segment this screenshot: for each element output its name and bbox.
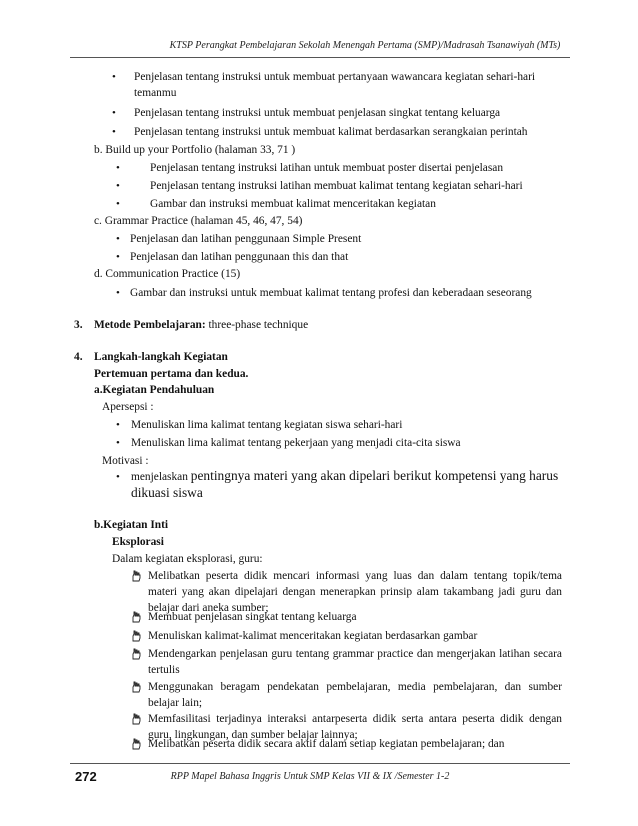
metode-label: Metode Pembelajaran: [94,319,206,331]
langkah-title: Langkah-langkah Kegiatan [94,351,228,363]
motivasi-label: Motivasi : [102,455,149,467]
list-item: Menuliskan lima kalimat tentang kegiatan siswa sehari-hari [131,419,403,431]
section-number: 4. [74,351,83,363]
pointing-hand-icon [131,570,142,582]
page-footer: RPP Mapel Bahasa Inggris Untuk SMP Kelas VII & IX /Semester 1-2 [170,771,450,782]
eksplorasi-item: Menggunakan beragam pendekatan pembelajaran, media pembelajaran, dan sumber [148,681,562,693]
eksplorasi-item-continuation: materi yang akan dipelajari dengan menerapkan prinsip alam takambang jadi guru dan [148,586,562,598]
eksplorasi-item: Menuliskan kalimat-kalimat menceritakan kegiatan berdasarkan gambar [148,630,478,642]
list-item: Penjelasan tentang instruksi untuk membuat kalimat berdasarkan serangkaian perintah [134,126,528,138]
bullet-icon: • [116,162,120,174]
pointing-hand-icon [131,630,142,642]
motivasi-small-text: menjelaskan [131,471,191,483]
bullet-icon: • [116,287,120,299]
section-d-heading: d. Communication Practice (15) [94,268,241,280]
page-header: KTSP Perangkat Pembelajaran Sekolah Menengah Pertama (SMP)/Madrasah Tsanawiyah (MTs) [169,40,561,51]
eksplorasi-item: Melibatkan peserta didik mencari informasi yang luas dan dalam tentang topik/tema [148,570,562,582]
list-item: Penjelasan tentang instruksi untuk membuat pertanyaan wawancara kegiatan sehari-hari [134,71,536,83]
list-item: Penjelasan tentang instruksi untuk membuat penjelasan singkat tentang keluarga [134,107,501,119]
pointing-hand-icon [131,713,142,725]
eksplorasi-intro: Dalam kegiatan eksplorasi, guru: [112,553,263,565]
section-c-heading: c. Grammar Practice (halaman 45, 46, 47, 54) [94,215,303,227]
list-item: Gambar dan instruksi membuat kalimat menceritakan kegiatan [150,198,436,210]
eksplorasi-item: Mendengarkan penjelasan guru tentang grammar practice dan mengerjakan latihan secara [148,648,562,660]
bullet-icon: • [116,251,120,263]
list-item: Gambar dan instruksi untuk membuat kalimat tentang profesi dan keberadaan seseorang [130,287,532,299]
pointing-hand-icon [131,648,142,660]
list-item: Penjelasan dan latihan penggunaan Simple Present [130,233,362,245]
bullet-icon: • [116,437,120,449]
list-item-continuation: temanmu [134,87,177,99]
page-number: 272 [75,769,97,784]
eksplorasi-heading: Eksplorasi [112,536,164,548]
langkah-subtitle: Pertemuan pertama dan kedua. [94,368,249,380]
eksplorasi-item-continuation: belajar dari aneka sumber; [148,602,269,614]
eksplorasi-item-continuation: guru, lingkungan, dan sumber belajar lainnya; [148,729,358,741]
inti-heading: b.Kegiatan Inti [94,519,169,531]
list-item: Menuliskan lima kalimat tentang pekerjaan yang menjadi cita-cita siswa [131,437,461,449]
header-rule [70,57,570,58]
list-item: Penjelasan tentang instruksi latihan untuk membuat poster disertai penjelasan [150,162,504,174]
apersepsi-label: Apersepsi : [102,401,154,413]
pointing-hand-icon [131,738,142,750]
section-number: 3. [74,319,83,331]
pendahuluan-heading: a.Kegiatan Pendahuluan [94,384,215,396]
eksplorasi-item-continuation: belajar lain; [148,697,203,709]
list-item: Penjelasan tentang instruksi latihan membuat kalimat tentang kegiatan sehari-hari [150,180,523,192]
motivasi-continuation: dikuasi siswa [131,485,203,500]
metode-line [94,318,308,332]
bullet-icon: • [112,107,116,119]
metode-value: three-phase technique [205,319,309,331]
list-item: Penjelasan dan latihan penggunaan this dan that [130,251,349,263]
bullet-icon: • [116,198,120,210]
footer-rule [70,763,570,764]
section-b-heading: b. Build up your Portfolio (halaman 33, 71 ) [94,144,296,156]
eksplorasi-item: Melibatkan peserta didik secara aktif dalam setiap kegiatan pembelajaran; dan [148,738,505,750]
eksplorasi-item: Memfasilitasi terjadinya interaksi antarpeserta didik serta antara peserta didik dengan [148,713,562,725]
bullet-icon: • [116,471,120,483]
motivasi-large-text: pentingnya materi yang akan dipelari berikut kompetensi yang harus [190,468,559,483]
bullet-icon: • [112,71,116,83]
bullet-icon: • [116,419,120,431]
eksplorasi-item: Membuat penjelasan singkat tentang keluarga [148,611,357,623]
pointing-hand-icon [131,611,142,623]
bullet-icon: • [112,126,116,138]
eksplorasi-item-continuation: tertulis [148,664,180,676]
bullet-icon: • [116,233,120,245]
pointing-hand-icon [131,681,142,693]
bullet-icon: • [116,180,120,192]
